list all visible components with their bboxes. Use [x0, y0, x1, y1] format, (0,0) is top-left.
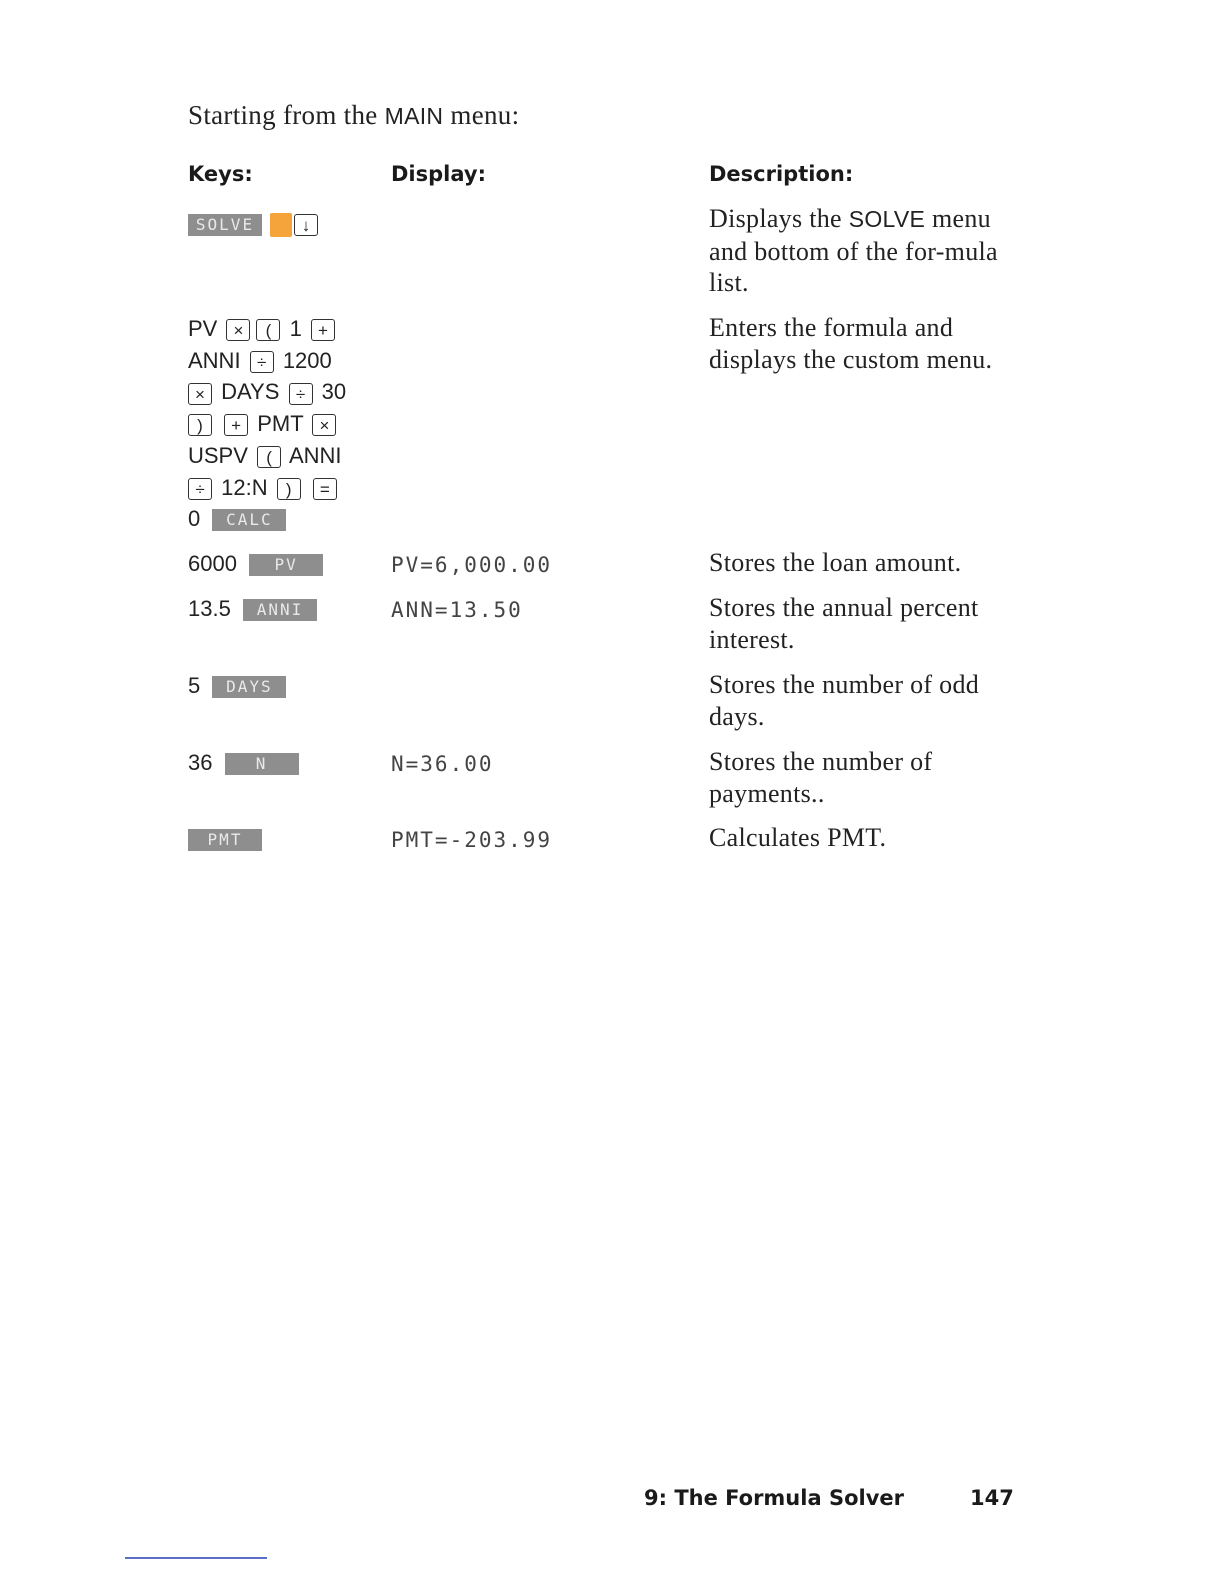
solve-desc-menu: SOLVE [848, 206, 926, 232]
solve-description [709, 203, 1029, 299]
days-keys [188, 670, 286, 702]
divide-key[interactable]: ÷ [289, 383, 313, 405]
days-softkey[interactable]: DAYS [212, 676, 286, 698]
formula-keys [188, 313, 346, 535]
formula-line-5 [188, 440, 346, 472]
pv-text: PV [188, 316, 218, 341]
pmt-text: PMT [257, 411, 304, 437]
solve-desc-before: Displays the [709, 204, 842, 233]
formula-line-7 [188, 503, 346, 535]
n1200-text: 1200 [282, 347, 332, 373]
calc-softkey[interactable]: CALC [212, 509, 286, 531]
plus-key[interactable]: + [224, 414, 248, 436]
n-softkey[interactable]: N [225, 753, 299, 775]
anni-softkey[interactable]: ANNI [243, 599, 317, 621]
anni-text: ANNI [188, 347, 241, 373]
pmt-description: Calculates PMT. [709, 823, 887, 852]
times-key[interactable]: × [226, 319, 250, 341]
pv-display: PV=6,000.00 [391, 553, 553, 577]
days-description: Stores the number of odd days. [709, 670, 980, 731]
formula-description: Enters the formula and displays the custom menu. [709, 313, 993, 374]
days-text: DAYS [221, 379, 280, 405]
lparen-key[interactable]: ( [257, 446, 281, 468]
pv-keys [188, 548, 323, 580]
formula-line-2 [188, 345, 346, 377]
bottom-rule [125, 1557, 267, 1559]
pv-entry: 6000 [188, 551, 237, 576]
uspv-text: USPV [188, 442, 248, 468]
intro-after: menu: [450, 100, 520, 130]
intro-menu-name: MAIN [384, 103, 444, 129]
days-entry: 5 [188, 673, 201, 698]
n30-text: 30 [321, 379, 347, 405]
formula-line-3 [188, 376, 346, 408]
pv-softkey[interactable]: PV [249, 554, 323, 576]
divide-key[interactable]: ÷ [188, 478, 212, 500]
down-arrow-key[interactable]: ↓ [294, 214, 318, 236]
rparen-key[interactable]: ) [188, 414, 212, 436]
plus-key[interactable]: + [311, 319, 335, 341]
anni-description: Stores the annual percent interest. [709, 593, 979, 654]
one-text: 1 [289, 316, 302, 341]
anni-entry: 13.5 [188, 596, 231, 621]
times-key[interactable]: × [188, 383, 212, 405]
lparen-key[interactable]: ( [256, 319, 280, 341]
rparen-key[interactable]: ) [277, 478, 301, 500]
divide-key[interactable]: ÷ [250, 351, 274, 373]
anni-text: ANNI [288, 442, 342, 468]
n-keys [188, 747, 299, 779]
formula-line-6 [188, 472, 346, 504]
anni-display: ANN=13.50 [391, 598, 523, 622]
solve-softkey[interactable]: SOLVE [188, 214, 262, 236]
pmt-softkey[interactable]: PMT [188, 829, 262, 851]
zero-text: 0 [188, 506, 201, 532]
display-header: Display: [391, 162, 486, 186]
shift-key-icon[interactable] [270, 213, 292, 237]
solve-desc-after: menu and bottom of the for-mula list. [709, 204, 998, 297]
pmt-display: PMT=-203.99 [391, 828, 553, 852]
keys-header: Keys: [188, 162, 253, 186]
description-header: Description: [709, 162, 854, 186]
n-description: Stores the number of payments.. [709, 747, 933, 808]
intro-before: Starting from the [188, 100, 378, 130]
page-number: 147 [970, 1486, 1014, 1510]
n12n-text: 12:N [221, 474, 268, 500]
times-key[interactable]: × [312, 414, 336, 436]
intro-line [188, 100, 519, 131]
anni-keys [188, 593, 317, 625]
formula-line-1 [188, 313, 346, 345]
n-entry: 36 [188, 750, 213, 775]
chapter-footer: 9: The Formula Solver [644, 1486, 904, 1510]
n-display: N=36.00 [391, 752, 494, 776]
pv-description: Stores the loan amount. [709, 548, 962, 577]
pmt-keys [188, 823, 262, 855]
solve-keys [188, 208, 321, 240]
formula-line-4 [188, 408, 346, 440]
equals-key[interactable]: = [313, 478, 337, 500]
